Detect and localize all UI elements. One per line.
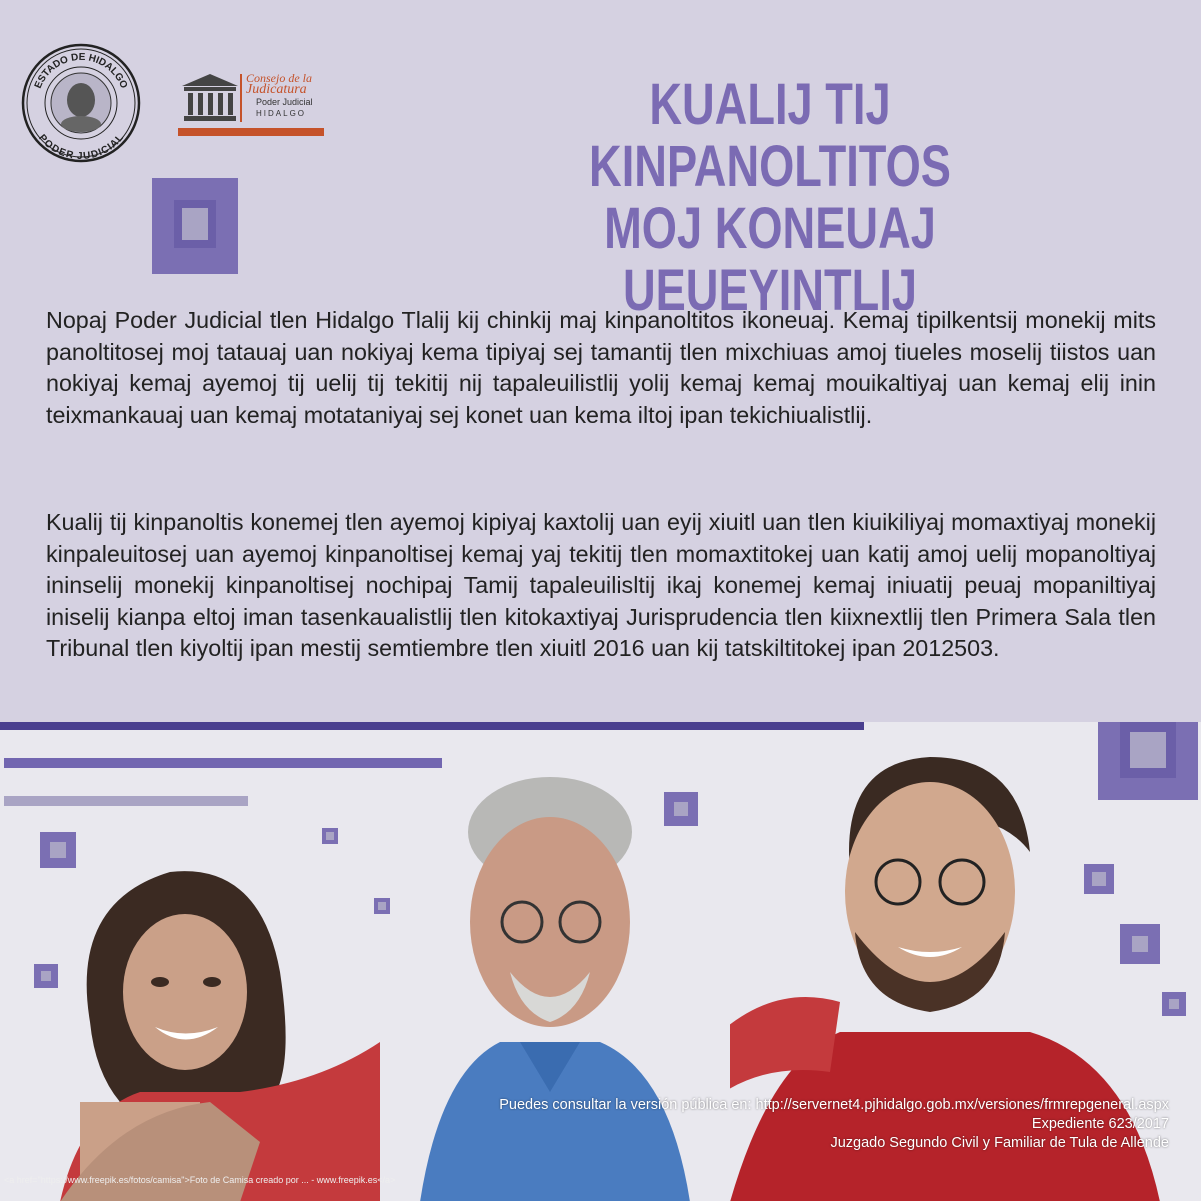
consejo-poder-judicial: Poder Judicial bbox=[256, 97, 313, 107]
decorative-square bbox=[34, 964, 58, 988]
photo-area bbox=[0, 722, 1201, 1201]
woman-photo bbox=[60, 842, 380, 1201]
divider-line bbox=[4, 758, 442, 768]
decorative-square bbox=[152, 178, 238, 274]
page-title bbox=[466, 74, 1074, 322]
consejo-hidalgo: HIDALGO bbox=[256, 109, 307, 118]
seal-top-text: ESTADO DE HIDALGO bbox=[32, 51, 130, 91]
body-paragraph-2: Kualij tij kinpanoltis konemej tlen ayemoj kipiyaj kaxtolij uan eyij xiuitl uan tlen kiuikiliyaj momaxtiyaj monekij kinpaleuitosej uan ayemoj kinpanoltisej kemaj yaj tekitij tlen momaxtitokej uan katij amoj uelij mopanoltiyaj ininselij monekij kinpanoltisej nochipaj Tamij tapaleuilisltij ikaj konemej kemaj iniuatij peuaj mopaniltiyaj iniselij kianpa eltoj iman tasenkaualistlij tlen kitokaxtiyaj Jurisprudencia tlen kiixnextlij tlen Primera Sala tlen Tribunal tlen kiyoltij ipan mestij semtiembre tlen xiuitl 2016 uan kij tatskiltitokej ipan 2012503. bbox=[46, 509, 1156, 662]
title-line-2: MOJ KONEUAJ UEUEYINTLIJ bbox=[604, 196, 936, 323]
poder-judicial-seal bbox=[20, 42, 142, 164]
source-credits bbox=[499, 1096, 1169, 1153]
credit-line-2: Expediente 623/2017 bbox=[1031, 1116, 1169, 1132]
building-columns-icon bbox=[178, 72, 242, 124]
credit-line-1: Puedes consultar la versión pública en: http://servernet4.pjhidalgo.gob.mx/versiones/frmrepgeneral.aspx bbox=[499, 1097, 1169, 1113]
consejo-bar bbox=[178, 128, 324, 136]
divider-line bbox=[4, 796, 248, 806]
photo-credit: <a href="https://www.freepik.es/fotos/camisa">Foto de Camisa creado por ... - www.freepik.es</a> bbox=[4, 1175, 396, 1185]
title-line-1: KUALIJ TIJ KINPANOLTITOS bbox=[589, 72, 951, 199]
credit-line-3: Juzgado Segundo Civil y Familiar de Tula de Allende bbox=[830, 1135, 1169, 1151]
consejo-judicatura-logo bbox=[176, 72, 336, 138]
divider-line bbox=[0, 722, 864, 730]
consejo-name: Consejo de la Judicatura bbox=[246, 71, 312, 97]
seal-bottom-text: PODER JUDICIAL bbox=[36, 132, 126, 163]
body-paragraph-1: Nopaj Poder Judicial tlen Hidalgo Tlalij kij chinkij maj kinpanoltitos ikoneuaj. Kemaj tipilkentsij monekij mits panoltitosej moj tatauaj uan nokiyaj kema tipiyaj sej tamantij tlen mixchiuas amoj tiueles moselij tiistos uan nokiyaj kemaj ayemoj tij uelij tij tekitij nij tapaleuilistlij yolij kemaj kemaj mouikaltiyaj uan kemaj elij inin teixmankauaj uan kemaj motataniyaj sej konet uan kema iltoj ipan tekichiualistlij. bbox=[46, 307, 1156, 428]
